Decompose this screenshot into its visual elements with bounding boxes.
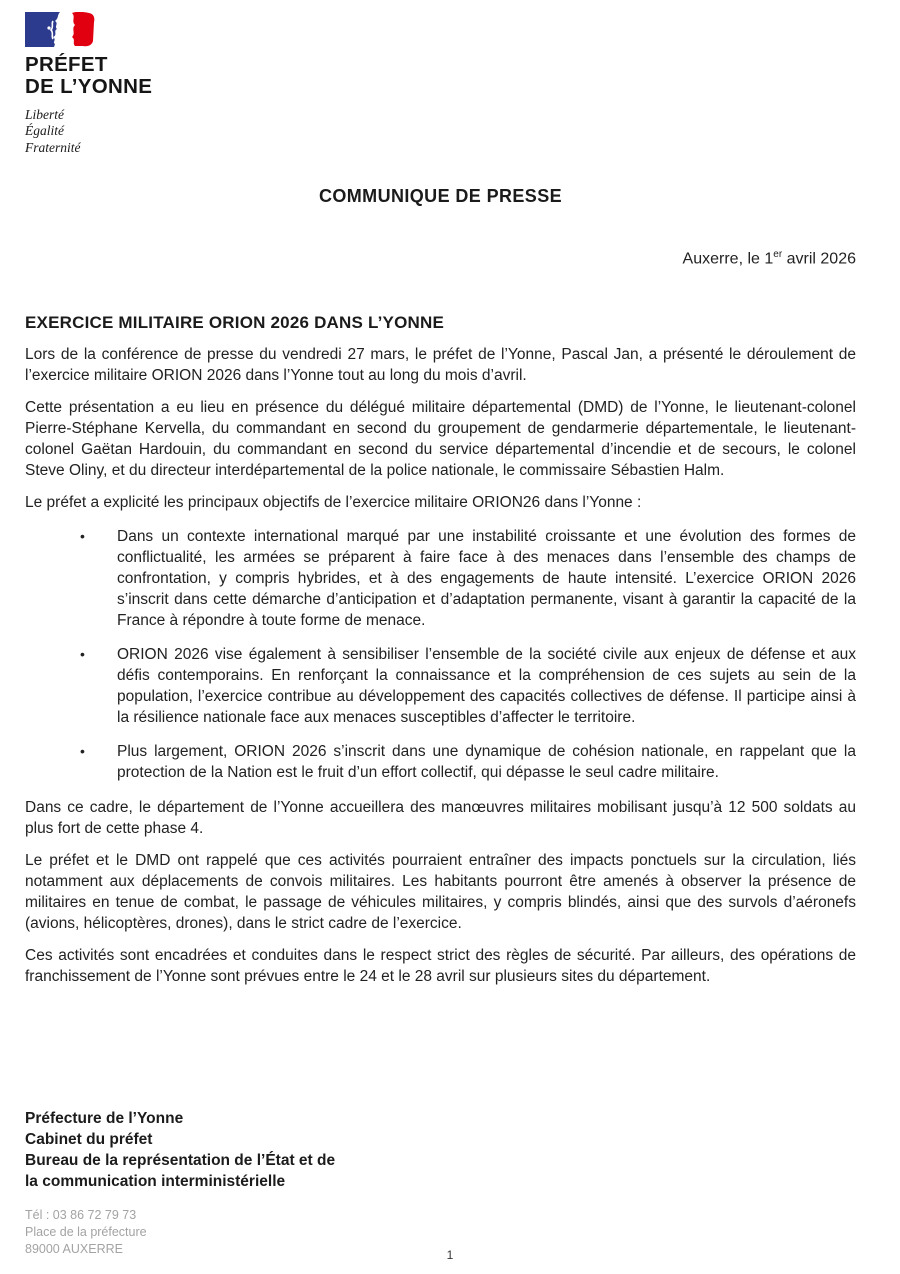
page-number: 1 — [446, 1248, 454, 1262]
dateline-ordinal: er — [773, 249, 783, 261]
objective-item: • Dans un contexte international marqué par une instabilité croissante et une évolution des formes de conflictualité, les armées se préparent à faire face à des menaces dans l’ensemble des champs de confrontation, y compris hybrides, et à des engagements de haute intensité. L’exercice ORION 2026 s’inscrit dans cette démarche d’anticipation et d’adaptation permanente, visant à garantir la capacité de la France à répondre à toute forme de menace. — [80, 526, 856, 631]
paragraph-cadre: Dans ce cadre, le département de l’Yonne accueillera des manœuvres militaires mobilisant jusqu’à 12 500 soldats au plus fort de cette phase 4. — [25, 798, 856, 837]
objective-item: • ORION 2026 vise également à sensibiliser l’ensemble de la société civile aux enjeux de défense et aux défis contemporains. En renforçant la connaissance et la compréhension de ces sujets au sein de la population, l’exercice contribue au développement des capacités collectives de défense. Il participe ainsi à la résilience nationale face aux menaces susceptibles d’affecter le territoire. — [80, 644, 856, 728]
motto-fraternite: Fraternité — [25, 139, 81, 155]
objective-item: • Plus largement, ORION 2026 s’inscrit dans une dynamique de cohésion nationale, en rappelant que la protection de la Nation est le fruit d’un effort collectif, qui dépasse le seul cadre militaire. — [80, 741, 856, 783]
prefecture-name — [25, 54, 195, 98]
service-line: Bureau de la représentation de l’État et de — [25, 1152, 336, 1169]
service-line: Cabinet du préfet — [25, 1131, 153, 1148]
prefecture-name-line2: DE L’YONNE — [25, 74, 153, 98]
contact-phone: Tél : 03 86 72 79 73 — [25, 1208, 137, 1222]
motto-egalite: Égalité — [25, 123, 64, 139]
article-heading: EXERCICE MILITAIRE ORION 2026 DANS L’YONNE — [25, 312, 444, 332]
dateline-post: avril 2026 — [782, 250, 856, 268]
objectives-list — [25, 526, 856, 783]
paragraph-intro-2: Cette présentation a eu lieu en présence du délégué militaire départemental (DMD) de l’Yonne, le lieutenant-colonel Pierre-Stéphane Kervella, du commandant en second du groupement de gendarmerie départementale, le lieutenant-colonel Gaëtan Hardouin, du commandant en second du service départemental d’incendie et de secours, le colonel Steve Oliny, et du directeur interdépartemental de la police nationale, le commissaire Sébastien Halm. — [25, 398, 856, 479]
document-title: COMMUNIQUE DE PRESSE — [318, 186, 563, 207]
paragraph-objectives-intro: Le préfet a explicité les principaux objectifs de l’exercice militaire ORION26 dans l’Yonne : — [25, 493, 642, 511]
contact-city: 89000 AUXERRE — [25, 1242, 123, 1256]
dateline — [25, 249, 856, 268]
prefecture-name-line1: PRÉFET — [25, 53, 108, 76]
service-line: Préfecture de l’Yonne — [25, 1110, 184, 1127]
service-line: la communication interministérielle — [25, 1173, 286, 1190]
dateline-pre: Auxerre, le 1 — [682, 250, 774, 268]
government-logo — [25, 12, 195, 156]
motto-liberte: Liberté — [25, 106, 64, 122]
contact-address: Place de la préfecture — [25, 1225, 147, 1239]
paragraph-securite: Ces activités sont encadrées et conduites dans le respect strict des règles de sécurité. Par ailleurs, des opérations de franchissement de l’Yonne sont prévues entre le 24 et le 28 avril sur plusieurs sites du département. — [25, 946, 856, 985]
paragraph-impacts: Le préfet et le DMD ont rappelé que ces activités pourraient entraîner des impacts ponctuels sur la circulation, liés notamment aux déplacements de convois militaires. Les habitants pourront être amenés à observer la présence de militaires en tenue de combat, le passage de véhicules militaires, y compris blindés, ainsi que des survols d’aéronefs (avions, hélicoptères, drones), dans le strict cadre de l’exercice. — [25, 851, 856, 932]
paragraph-intro-1: Lors de la conférence de presse du vendredi 27 mars, le préfet de l’Yonne, Pascal Jan, a présenté le déroulement de l’exercice militaire ORION 2026 dans l’Yonne tout au long du mois d’avril. — [25, 345, 856, 384]
french-republic-flag-icon — [25, 12, 101, 47]
republic-motto — [25, 107, 195, 156]
issuing-service-block — [25, 1108, 856, 1192]
